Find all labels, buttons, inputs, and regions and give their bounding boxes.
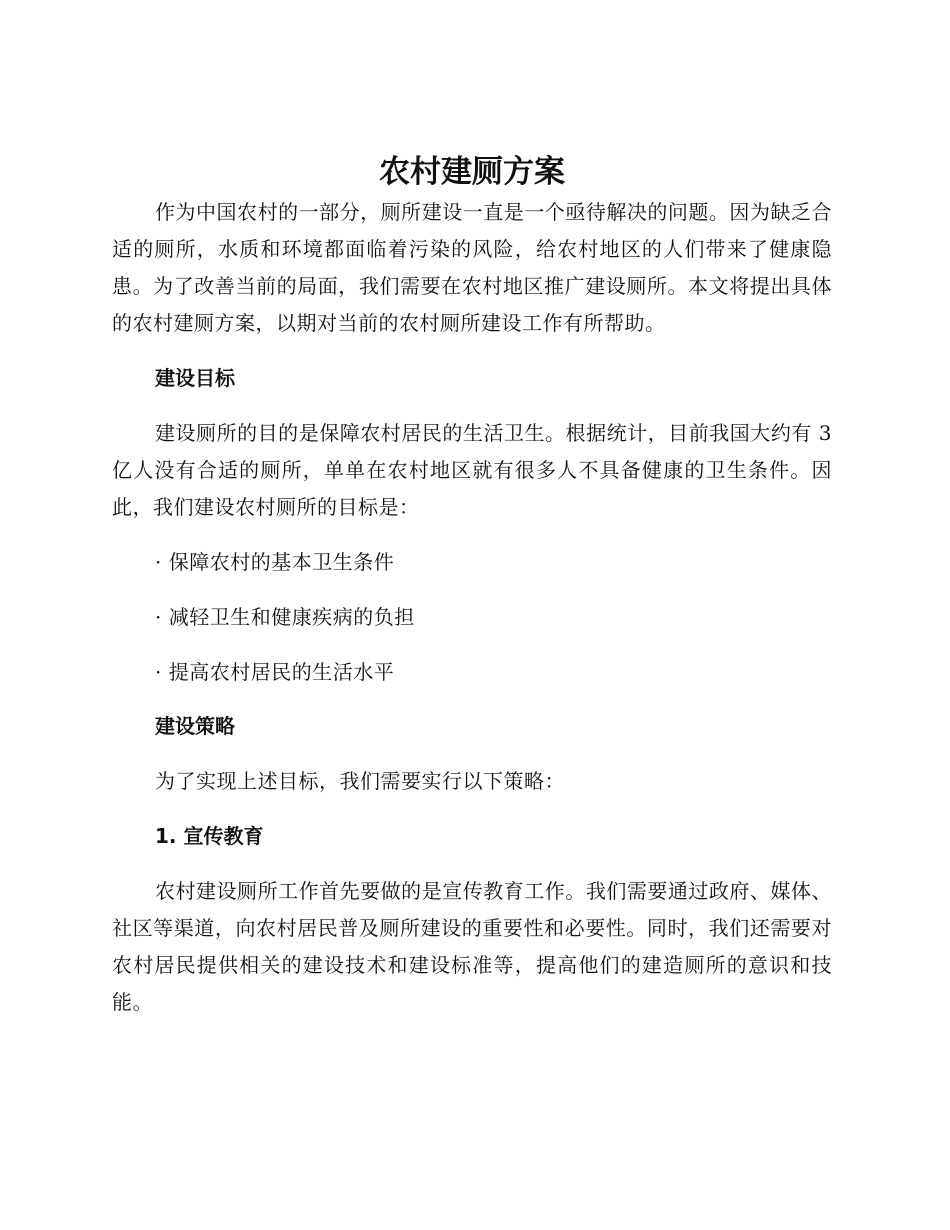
goals-paragraph: 建设厕所的目的是保障农村居民的生活卫生。根据统计，目前我国大约有 3 亿人没有合适的厕所，单单在农村地区就有很多人不具备健康的卫生条件。因此，我们建设农村厕所的目标是： <box>112 421 832 519</box>
goal-item-2: · 减轻卫生和健康疾病的负担 <box>155 605 415 629</box>
strategy-intro: 为了实现上述目标，我们需要实行以下策略： <box>155 769 565 793</box>
strategy-paragraph-1: 农村建设厕所工作首先要做的是宣传教育工作。我们需要通过政府、媒体、社区等渠道，向农村居民普及厕所建设的重要性和必要性。同时，我们还需要对农村居民提供相关的建设技术和建设标准等，提高他们的建造厕所的意识和技能。 <box>112 879 832 1014</box>
document-title: 农村建厕方案 <box>379 154 565 190</box>
intro-paragraph: 作为中国农村的一部分，厕所建设一直是一个亟待解决的问题。因为缺乏合适的厕所，水质和环境都面临着污染的风险，给农村地区的人们带来了健康隐患。为了改善当前的局面，我们需要在农村地区推广建设厕所。本文将提出具体的农村建厕方案，以期对当前的农村厕所建设工作有所帮助。 <box>112 200 832 335</box>
goal-item-3: · 提高农村居民的生活水平 <box>155 660 395 684</box>
strategy-subheading-1: 1. 宣传教育 <box>155 824 264 848</box>
goal-item-1: · 保障农村的基本卫生条件 <box>155 550 395 574</box>
strategy-heading: 建设策略 <box>155 714 235 738</box>
goals-heading: 建设目标 <box>155 366 235 390</box>
document-page <box>112 150 832 1021</box>
